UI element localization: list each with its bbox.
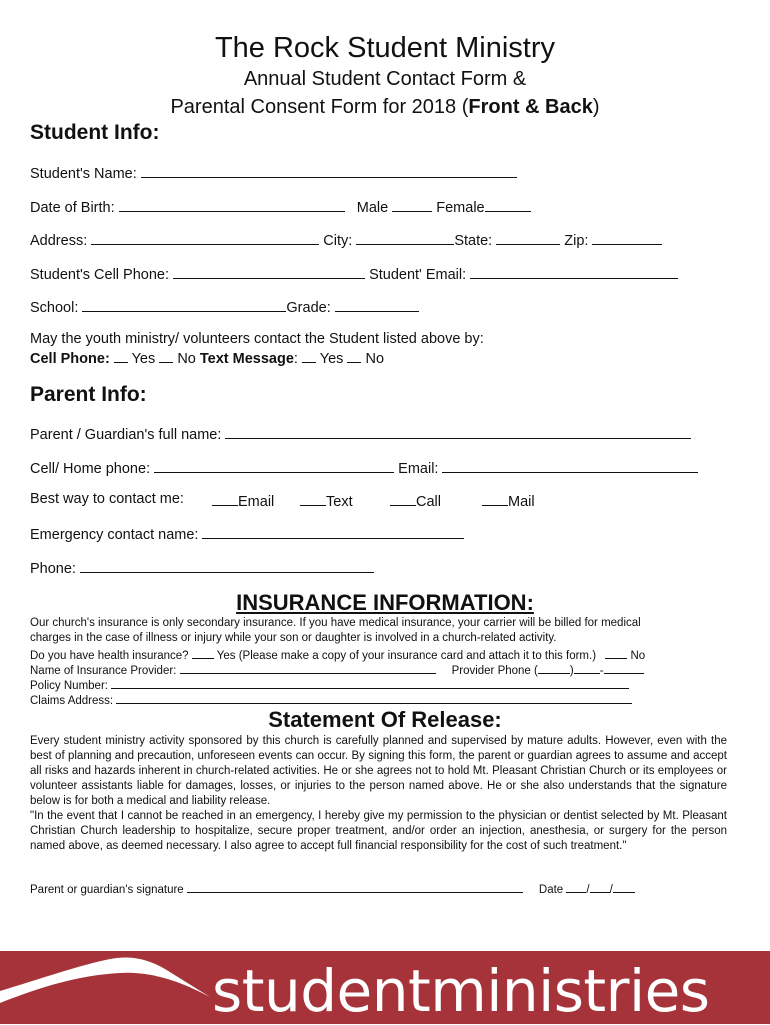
student-ministries-banner — [0, 951, 770, 1024]
guardian-name-row: Parent / Guardian's full name: — [30, 424, 691, 443]
contact-options-row: Cell Phone: Yes No Text Message: Yes No — [30, 348, 384, 367]
zip-field[interactable] — [592, 230, 662, 245]
claims-field[interactable] — [116, 692, 632, 704]
opt-email-blank[interactable] — [212, 491, 238, 506]
grade-field[interactable] — [335, 297, 419, 312]
opt-call-blank[interactable] — [390, 491, 416, 506]
home-phone-field[interactable] — [154, 458, 394, 473]
insurance-heading: INSURANCE INFORMATION: — [236, 590, 534, 615]
cell-no-blank[interactable] — [159, 348, 173, 363]
parent-phone-email-row: Cell/ Home phone: Email: — [30, 458, 698, 477]
signature-row: Parent or guardian's signature Date / / — [30, 881, 635, 896]
female-field[interactable] — [485, 197, 531, 212]
state-field[interactable] — [496, 230, 560, 245]
address-row: Address: City: State: Zip: — [30, 230, 662, 249]
best-way-label: Best way to contact me: — [30, 491, 184, 507]
opt-text-blank[interactable] — [300, 491, 326, 506]
opt-mail-blank[interactable] — [482, 491, 508, 506]
release-text — [30, 734, 727, 854]
student-name-row: Student's Name: — [30, 163, 517, 182]
dob-gender-row: Date of Birth: Male Female — [30, 197, 531, 216]
insurance-no-blank[interactable] — [605, 647, 627, 659]
date-year[interactable] — [613, 881, 635, 893]
signature-field[interactable] — [187, 881, 523, 893]
provider-number[interactable] — [604, 662, 644, 674]
insurance-yes-blank[interactable] — [192, 647, 214, 659]
emergency-phone-field[interactable] — [80, 558, 374, 573]
provider-prefix[interactable] — [574, 662, 600, 674]
release-paragraph-1: Every student ministry activity sponsored by this church is carefully planned and supervised by mature adults. However, even with the best of planning and precaution, unforeseen events can occur. By signing this form, the parent or guardian agrees to assume and accept all risks and hazards inherent in church-related activities. He or she agrees not to hold Mt. Pleasant Christian Church or its employees or volunteer assistants liable for damages, losses, or injuries to the person named above. He or she also understands that the signature below is for both a medical and liability release. — [30, 735, 727, 807]
text-no-blank[interactable] — [347, 348, 361, 363]
release-paragraph-2: "In the event that I cannot be reached in an emergency, I hereby give my permission to the physician or dentist selected by Mt. Pleasant Christian Church leadership to hospitalize, secure proper treatment, and/or order an injection, anesthesia, or surgery for the person named above, as deemed necessary. I also agree to accept full financial responsibility for the cost of such treatment." — [30, 810, 727, 852]
contact-question: May the youth ministry/ volunteers contact the Student listed above by: — [30, 331, 484, 347]
emergency-name-field[interactable] — [202, 524, 464, 539]
school-field[interactable] — [82, 297, 286, 312]
school-grade-row: School: Grade: — [30, 297, 419, 316]
student-email-field[interactable] — [470, 264, 678, 279]
provider-field[interactable] — [180, 662, 436, 674]
student-info-heading: Student Info: — [30, 121, 160, 144]
student-cell-field[interactable] — [173, 264, 365, 279]
date-day[interactable] — [590, 881, 610, 893]
banner-logo-text: studentministries — [212, 957, 710, 1025]
emergency-row: Emergency contact name: — [30, 524, 464, 543]
parent-info-heading: Parent Info: — [30, 383, 147, 406]
form-subtitle-line2: Parental Consent Form for 2018 (Front & Back) — [170, 96, 600, 118]
city-field[interactable] — [356, 230, 454, 245]
address-field[interactable] — [91, 230, 319, 245]
student-phone-email-row: Student's Cell Phone: Student' Email: — [30, 264, 678, 283]
policy-row: Policy Number: — [30, 677, 629, 692]
parent-email-field[interactable] — [442, 458, 698, 473]
opt-mail: Mail — [482, 491, 535, 510]
dob-field[interactable] — [119, 197, 345, 212]
cell-yes-blank[interactable] — [114, 348, 128, 363]
emergency-phone-row: Phone: — [30, 558, 374, 577]
text-yes-blank[interactable] — [302, 348, 316, 363]
health-insurance-question: Do you have health insurance? Yes (Please make a copy of your insurance card and attach it to this form.) No — [30, 647, 645, 662]
student-name-field[interactable] — [141, 163, 517, 178]
opt-call: Call — [390, 491, 441, 510]
provider-area-code[interactable] — [538, 662, 570, 674]
form-subtitle-line1: Annual Student Contact Form & — [243, 68, 527, 90]
opt-text: Text — [300, 491, 353, 510]
provider-row: Name of Insurance Provider: Provider Phone ( ) - — [30, 662, 644, 677]
release-heading: Statement Of Release: — [268, 707, 502, 732]
form-title: The Rock Student Ministry — [214, 32, 556, 64]
guardian-name-field[interactable] — [225, 424, 691, 439]
insurance-line2: charges in the case of illness or injury while your son or daughter is involved in a church-related activity. — [30, 632, 557, 644]
opt-email: Email — [212, 491, 274, 510]
male-field[interactable] — [392, 197, 432, 212]
date-month[interactable] — [566, 881, 586, 893]
insurance-line1: Our church's insurance is only secondary insurance. If you have medical insurance, your carrier will be billed for medical — [30, 617, 641, 629]
claims-row: Claims Address: — [30, 692, 632, 707]
policy-field[interactable] — [111, 677, 629, 689]
